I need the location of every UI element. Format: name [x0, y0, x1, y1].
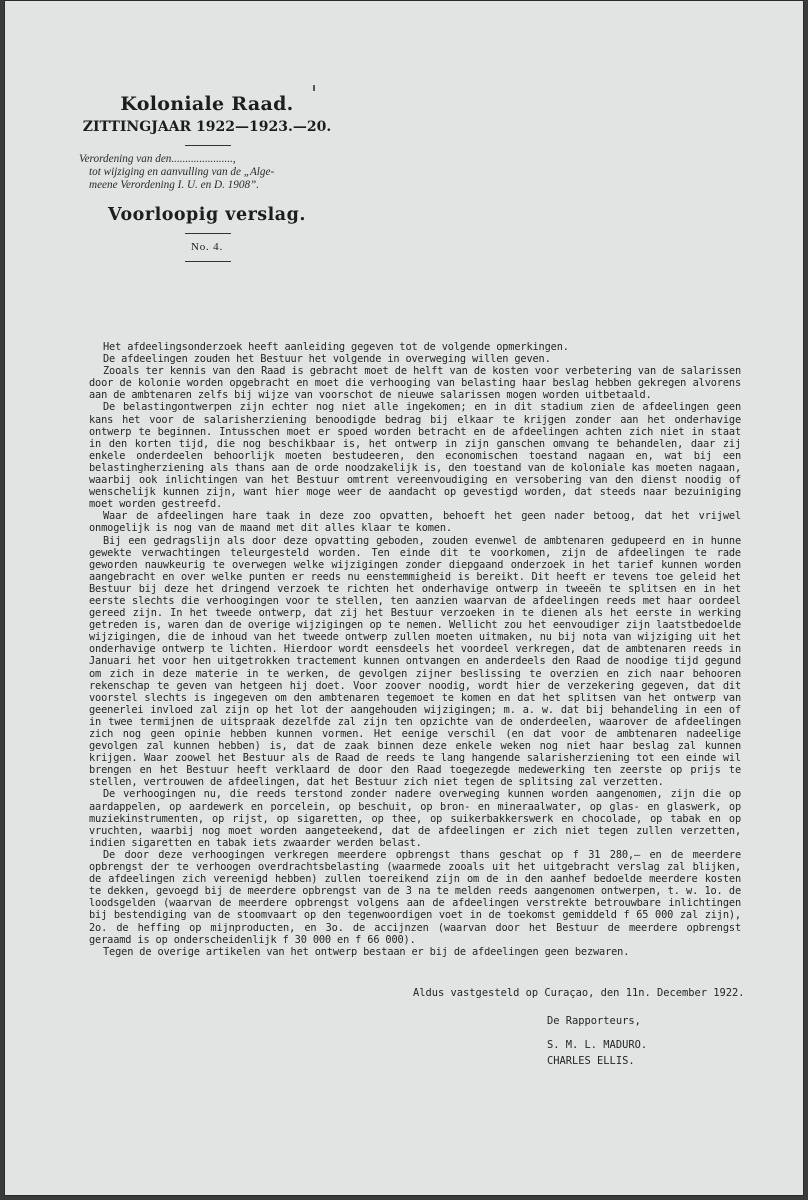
- subtitle-line: meene Verordening I. U. en D. 1908”.: [89, 179, 260, 191]
- document-title: Koloniale Raad.: [120, 93, 294, 115]
- subtitle-line: Verordening van den......................,: [79, 153, 236, 165]
- divider: [185, 145, 231, 146]
- divider: [185, 233, 231, 234]
- paragraph: Zooals ter kennis van den Raad is gebracht moet de helft van de kosten voor verbetering van de salarissen door de kolonie worden opgebracht en moet die verhooging van belasting haar beslag hebben gekregen alvorens aan de ambtenaren zelfs bij wijze van voorschot de nieuwe salarissen mogen worden uitbetaald.: [89, 365, 741, 402]
- paragraph: De afdeelingen zouden het Bestuur het volgende in overweging willen geven.: [103, 353, 551, 366]
- report-number: No. 4.: [191, 241, 223, 253]
- ordinance-subtitle: [77, 153, 339, 192]
- document-page: [4, 0, 804, 1196]
- subtitle-line: tot wijziging en aanvulling van de „Alge-: [89, 166, 275, 178]
- paragraph: Tegen de overige artikelen van het ontwerp bestaan er bij de afdeelingen geen bezwaren.: [103, 945, 630, 958]
- session-line: ZITTINGJAAR 1922—1923.—20.: [82, 119, 332, 135]
- report-body: [89, 341, 741, 958]
- paragraph: De door deze verhoogingen verkregen meerdere opbrengst thans geschat op f 31 280,— en de meerdere opbrengst der te verhoogen overdrachtsbelasting (waarmede zooals uit het uitgebracht verslag zal blijken, de afdeelingen zich vereenigd hebben) zullen toereikend zijn om de in den aanhef bedoelde meerdere kosten te dekken, gevoegd bij de meerdere opbrengst van de 3 na te melden reeds aangenomen ontwerpen, t. w. 1o. de loodsgelden (waarvan de meerdere opbrengst volgens aan de afdeelingen verstrekte betrouwbare inlichtingen bij bestendiging van de stoomvaart op den tegenwoordigen voet in de toekomst gemiddeld f 65 000 zal zijn), 2o. de heffing op mijnproducten, en 3o. de accijnzen (waarvan door het Bestuur de meerdere opbrengst geraamd is op onderscheidenlijk f 30 000 en f 66 000).: [89, 848, 741, 946]
- paragraph: De belastingontwerpen zijn echter nog niet alle ingekomen; en in dit stadium zien de afdeelingen geen kans het voor de salarisherziening benoodigde bedrag bij elkaar te krijgen zonder aan het onderhavige ontwerp te beginnen. Intusschen moet er spoed worden betracht en de afdeelingen achten zich niet in staat in den korten tijd, die nog beschikbaar is, het ontwerp in zijn ganschen omvang te behandelen, daar zij enkele onderdeelen behoorlijk moeten bestudeeren, den economischen toestand nagaan en, wat bij een belastingherziening als thans aan de orde noodzakelijk is, den toestand van de koloniale kas moeten nagaan, waarbij ook inlichtingen van het Bestuur omtrent vereenvoudiging en versobering van den dienst noodig of wenschelijk kunnen zijn, want hier moge weer de aandacht op gevestigd worden, dat steeds naar bezuiniging moet worden gestreefd.: [89, 401, 741, 511]
- divider: [185, 261, 231, 262]
- paragraph: De verhoogingen nu, die reeds terstond zonder nadere overweging kunnen worden aangenomen, zijn die op aardappelen, op aardewerk en porcelein, op beschuit, op bron- en mineraalwater, op glas- en glaswerk, op muziekinstrumenten, op rijst, op sigaretten, op thee, op suikerbakkerswerk en chocolade, op tabak en op vruchten, waarbij nog moet worden aangeteekend, dat de afdeelingen er zich niet tegen zullen verzetten, indien sigaretten en tabak iets zwaarder werden belast.: [89, 788, 741, 849]
- paragraph: Bij een gedragslijn als door deze opvatting geboden, zouden evenwel de ambtenaren gedupeerd en in hunne gewekte verwachtingen teleurgesteld worden. Ten einde dit te voorkomen, zijn de afdeelingen te rade geworden nauwkeurig te overwegen welke wijzigingen zonder diepgaand onderzoek in het tarief kunnen worden aangebracht en over welke punten er reeds nu eenstemmigheid is bereikt. Dit heeft er tevens toe geleid het Bestuur bij deze het dringend verzoek te richten het onderhavige ontwerp in tweeën te splitsen en in het eerste slechts die verhoogingen voor te stellen, ten aanzien waarvan de afdeelingen reeds met haar oordeel gereed zijn. In het tweede ontwerp, dat zij het Bestuur verzoeken in te dienen als het eerste in werking getreden is, waren dan de overige wijzigingen op te nemen. Wellicht zou het eenvoudiger zijn laatstbedoelde wijzigingen, die de inhoud van het tweede ontwerp zullen moeten uitmaken, nu bij nota van wijziging uit het onderhavige ontwerp te lichten. Hierdoor wordt eensdeels het voordeel verkregen, dat de ambtenaren reeds in Januari het voor hen uitgetrokken tractement kunnen ontvangen en anderdeels den Raad de noodige tijd gegund om zich in deze materie in te werken, de gevolgen zijner beslissing te overzien en zich naar behooren rekenschap te geven van hetgeen hij doet. Voor zoover noodig, wordt hier de verzekering gegeven, dat dit voorstel slechts is ingegeven om den ambtenaren tegemoet te komen en dat het splitsen van het ontwerp van geenerlei invloed zal zijn op het lot der aangehouden wijzigingen; m. a. w. dat bij behandeling in een of in twee termijnen de uitspraak dezelfde zal zijn ten opzichte van de onderdeelen, waarover de afdeelingen zich nog geen opinie hebben kunnen vormen. Het eenige verschil (en dat voor de ambtenaren nadeelige gevolgen zal kunnen hebben) is, dat de zaak binnen deze enkele weken nog niet haar beslag zal kunnen krijgen. Waar zoowel het Bestuur als de Raad de reeds te lang hangende salarisherziening tot een einde wil brengen en het Bestuur heeft verklaard de door den Raad toegezegde medewerking ten zeerste op prijs te stellen, vertrouwen de afdeelingen, dat het Bestuur zich niet tegen de splitsing zal verzetten.: [89, 534, 741, 789]
- place-date: Aldus vastgesteld op Curaçao, den 11n. December 1922.: [413, 987, 745, 999]
- signatory: CHARLES ELLIS.: [547, 1055, 635, 1067]
- paragraph: Waar de afdeelingen hare taak in deze zoo opvatten, behoeft het geen nader betoog, dat het vrijwel onmogelijk is nog van de maand met dit alles klaar te komen.: [89, 510, 741, 535]
- report-heading: Voorloopig verslag.: [108, 205, 306, 225]
- paragraph: Het afdeelingsonderzoek heeft aanleiding gegeven tot de volgende opmerkingen.: [103, 341, 569, 353]
- ink-mark: [313, 85, 315, 91]
- signatory: S. M. L. MADURO.: [547, 1039, 648, 1051]
- rapporteurs-label: De Rapporteurs,: [547, 1015, 641, 1027]
